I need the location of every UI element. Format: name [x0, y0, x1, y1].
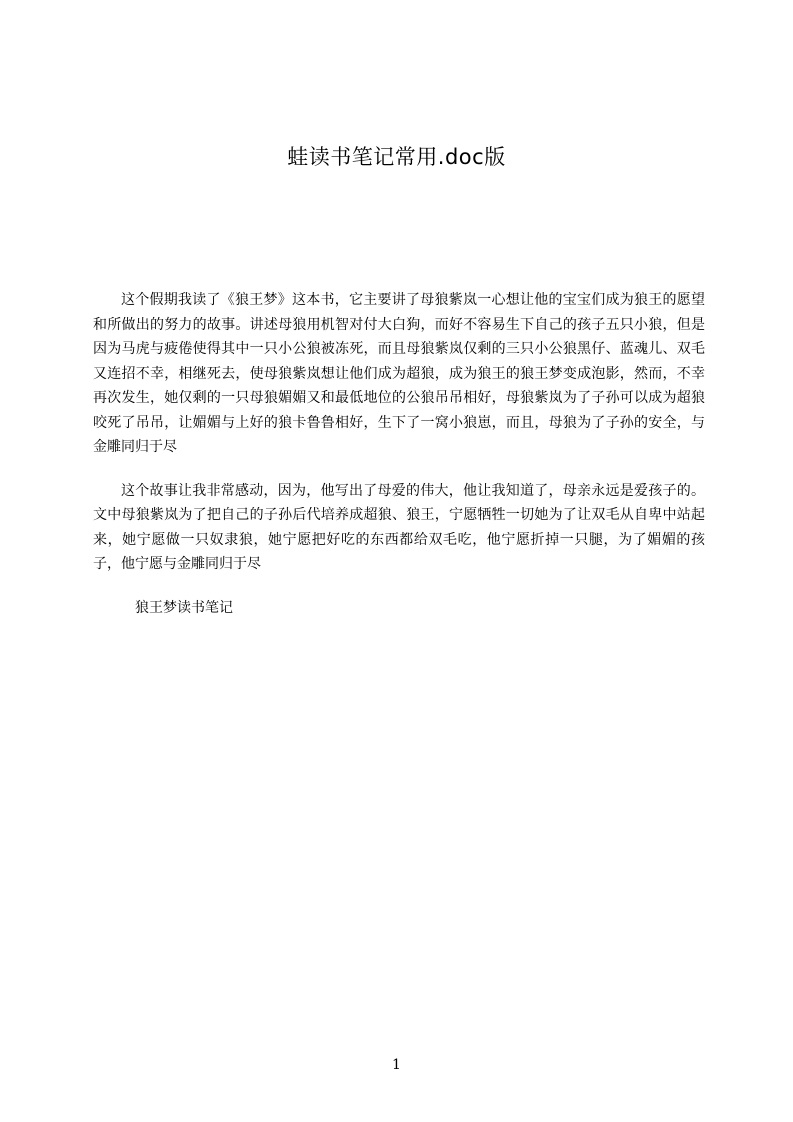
body-paragraph-2: 这个故事让我非常感动，因为，他写出了母爱的伟大，他让我知道了，母亲永远是爱孩子的。文中母狼紫岚为了把自己的子孙后代培养成超狼、狼王，宁愿牺牲一切她为了让双毛从自卑中站起来，她宁愿做一只奴隶狼，她宁愿把好吃的东西都给双毛吃，他宁愿折掉一只腿，为了媚媚的孩子，他宁愿与金雕同归于尽 — [93, 482, 705, 572]
closing-line: 狼王梦读书笔记 — [135, 599, 233, 616]
page-number: 1 — [392, 1057, 401, 1073]
document-title: 蛙读书笔记常用.doc版 — [287, 145, 506, 169]
body-paragraph-1: 这个假期我读了《狼王梦》这本书，它主要讲了母狼紫岚一心想让他的宝宝们成为狼王的愿望和所做出的努力的故事。讲述母狼用机智对付大白狗，而好不容易生下自己的孩子五只小狼，但是因为马虎与疲倦使得其中一只小公狼被冻死，而且母狼紫岚仅剩的三只小公狼黑仔、蓝魂儿、双毛又连招不幸，相继死去，使母狼紫岚想让他们成为超狼，成为狼王的狼王梦变成泡影，然而，不幸再次发生，她仅剩的一只母狼媚媚又和最低地位的公狼吊吊相好，母狼紫岚为了子孙可以成为超狼咬死了吊吊，让媚媚与上好的狼卡鲁鲁相好，生下了一窝小狼崽，而且，母狼为了子孙的安全，与金雕同归于尽 — [93, 292, 705, 455]
document-body — [93, 288, 705, 620]
